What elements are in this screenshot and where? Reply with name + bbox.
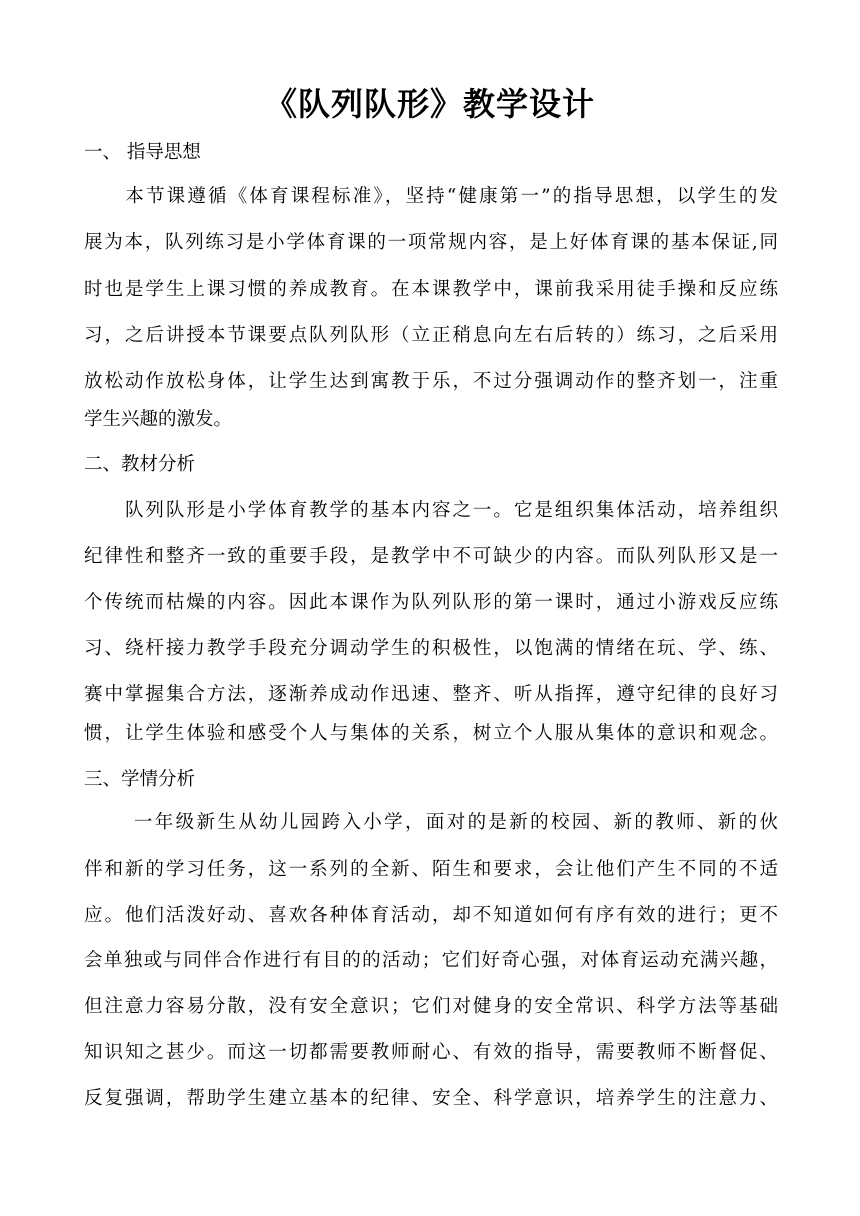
section-heading-student-analysis: 三、学情分析 [84,769,196,790]
paragraph-line: 会单独或与同伴合作进行有目的的活动；它们好奇心强，对体育运动充满兴趣， [84,950,778,971]
section-heading-guiding-ideology: 一、 指导思想 [84,142,201,163]
paragraph-line: 学生兴趣的激发。 [84,409,233,430]
paragraph-line: 反复强调，帮助学生建立基本的纪律、安全、科学意识，培养学生的注意力、 [84,1088,778,1109]
paragraph-line: 知识知之甚少。而这一切都需要教师耐心、有效的指导，需要教师不断督促、 [84,1042,778,1063]
paragraph-line: 应。他们活泼好动、喜欢各种体育活动，却不知道如何有序有效的进行；更不 [84,905,778,926]
paragraph-line: 一年级新生从幼儿园跨入小学，面对的是新的校园、新的教师、新的伙 [84,812,778,833]
paragraph-line: 时也是学生上课习惯的养成教育。在本课教学中，课前我采用徒手操和反应练 [84,279,778,300]
paragraph-line: 但注意力容易分散，没有安全意识；它们对健身的安全常识、科学方法等基础 [84,996,778,1017]
section-heading-material-analysis: 二、教材分析 [84,454,196,475]
paragraph-line: 队列队形是小学体育教学的基本内容之一。它是组织集体活动，培养组织 [84,500,778,521]
paragraph-line: 习，之后讲授本节课要点队列队形（立正稍息向左右后转的）练习，之后采用 [84,325,778,346]
paragraph-line: 展为本，队列练习是小学体育课的一项常规内容，是上好体育课的基本保证,同 [84,232,778,253]
paragraph-line: 放松动作放松身体，让学生达到寓教于乐，不过分强调动作的整齐划一，注重 [84,371,778,392]
paragraph-line: 赛中掌握集合方法，逐渐养成动作迅速、整齐、听从指挥，遵守纪律的良好习 [84,684,778,705]
paragraph-line: 惯，让学生体验和感受个人与集体的关系，树立个人服从集体的意识和观念。 [84,723,778,744]
paragraph-line: 本节课遵循《体育课程标准》，坚持“健康第一”的指导思想，以学生的发 [84,186,778,207]
paragraph-line: 个传统而枯燥的内容。因此本课作为队列队形的第一课时，通过小游戏反应练 [84,592,778,613]
paragraph-line: 伴和新的学习任务，这一系列的全新、陌生和要求，会让他们产生不同的不适 [84,859,778,880]
paragraph-line: 纪律性和整齐一致的重要手段，是教学中不可缺少的内容。而队列队形又是一 [84,546,778,567]
document-title: 《队列队形》教学设计 [264,85,595,123]
paragraph-line: 习、绕杆接力教学手段充分调动学生的积极性，以饱满的情绪在玩、学、练、 [84,638,778,659]
